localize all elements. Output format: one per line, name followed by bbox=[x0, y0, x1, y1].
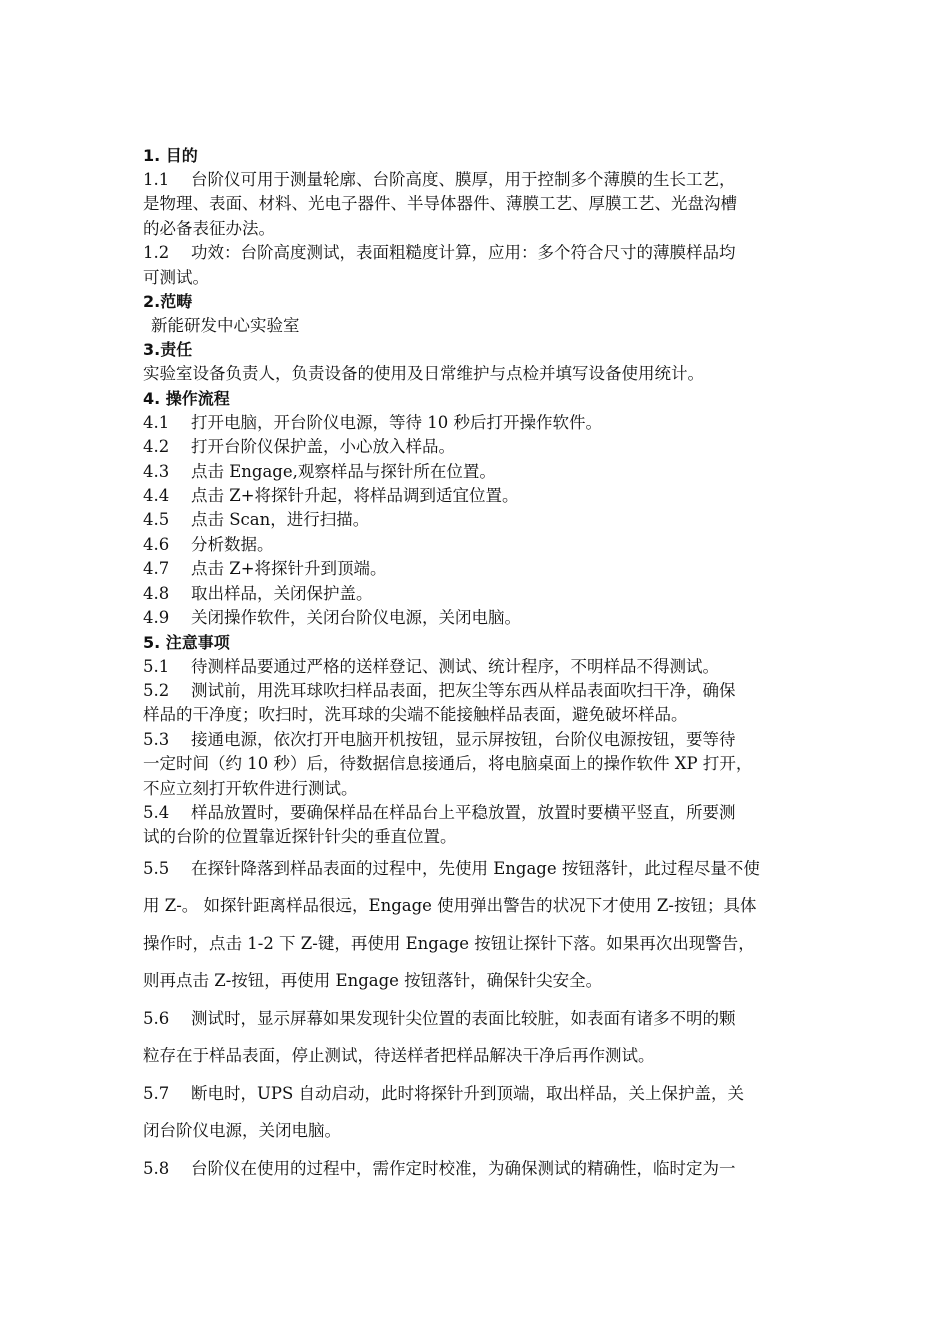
procedure-step: 4.2 打开台阶仪保护盖，小心放入样品。 bbox=[143, 437, 455, 457]
note-5-3 bbox=[143, 728, 839, 801]
note-5-5 bbox=[143, 850, 839, 1000]
text-line: 不应立刻打开软件进行测试。 bbox=[143, 778, 358, 798]
text-line: 一定时间（约 10 秒）后，待数据信息接通后，将电脑桌面上的操作软件 XP 打开， bbox=[143, 754, 753, 774]
text-line: 5.3 接通电源，依次打开电脑开机按钮，显示屏按钮，台阶仪电源按钮，要等待 bbox=[143, 729, 736, 749]
note-5-2 bbox=[143, 679, 839, 728]
note-5-8 bbox=[143, 1150, 839, 1188]
procedure-step: 4.6 分析数据。 bbox=[143, 534, 274, 554]
text-line: 用 Z-。 如探针距离样品很远，Engage 使用弹出警告的状况下才使用 Z-按钮；具体 bbox=[143, 896, 757, 916]
responsibility-text bbox=[143, 362, 839, 386]
text-line: 试的台阶的位置靠近探针针尖的垂直位置。 bbox=[143, 827, 457, 847]
text-line: 5.6 测试时，显示屏幕如果发现针尖位置的表面比较脏，如表面有诸多不明的颗 bbox=[143, 1008, 736, 1028]
text-line: 则再点击 Z-按钮，再使用 Engage 按钮落针，确保针尖安全。 bbox=[143, 971, 603, 991]
text-line: 5.1 待测样品要通过严格的送样登记、测试、统计程序，不明样品不得测试。 bbox=[143, 656, 719, 676]
text-line: 1.2 功效：台阶高度测试，表面粗糙度计算，应用：多个符合尺寸的薄膜样品均 bbox=[143, 243, 736, 263]
text-line: 闭台阶仪电源，关闭电脑。 bbox=[143, 1121, 341, 1141]
text-line: 实验室设备负责人，负责设备的使用及日常维护与点检并填写设备使用统计。 bbox=[143, 364, 704, 384]
section-heading-notes: 5. 注意事项 bbox=[143, 632, 230, 652]
section-heading-responsibility: 3.责任 bbox=[143, 340, 193, 360]
procedure-steps bbox=[143, 411, 839, 631]
text-line: 操作时，点击 1-2 下 Z-键，再使用 Engage 按钮让探针下落。如果再次出现警告， bbox=[143, 933, 755, 953]
text-line: 5.4 样品放置时，要确保样品在样品台上平稳放置，放置时要横平竖直，所要测 bbox=[143, 802, 736, 822]
text-line: 样品的干净度；吹扫时，洗耳球的尖端不能接触样品表面，避免破坏样品。 bbox=[143, 705, 688, 725]
procedure-step: 4.7 点击 Z+将探针升到顶端。 bbox=[143, 559, 387, 579]
text-line: 1.1 台阶仪可用于测量轮廓、台阶高度、膜厚，用于控制多个薄膜的生长工艺， bbox=[143, 170, 736, 189]
text-line: 是物理、表面、材料、光电子器件、半导体器件、薄膜工艺、厚膜工艺、光盘沟槽 bbox=[143, 194, 737, 214]
text-line: 5.8 台阶仪在使用的过程中，需作定时校准，为确保测试的精确性，临时定为一 bbox=[143, 1158, 736, 1178]
section-heading-scope: 2.范畴 bbox=[143, 292, 193, 312]
section-heading-procedure: 4. 操作流程 bbox=[143, 388, 230, 408]
note-5-4 bbox=[143, 801, 839, 850]
scope-text bbox=[143, 314, 839, 338]
text-line: 粒存在于样品表面，停止测试，待送样者把样品解决干净后再作测试。 bbox=[143, 1046, 655, 1066]
section-heading-purpose: 1. 目的 bbox=[143, 146, 198, 165]
text-line: 的必备表征办法。 bbox=[143, 218, 275, 238]
text-line: 5.7 断电时，UPS 自动启动，此时将探针升到顶端，取出样品，关上保护盖，关 bbox=[143, 1083, 745, 1103]
document-page bbox=[143, 144, 839, 1187]
note-5-7 bbox=[143, 1075, 839, 1150]
procedure-step: 4.5 点击 Scan，进行扫描。 bbox=[143, 510, 370, 530]
procedure-step: 4.8 取出样品，关闭保护盖。 bbox=[143, 583, 373, 603]
paragraph-1-1 bbox=[143, 168, 839, 241]
procedure-step: 4.3 点击 Engage,观察样品与探针所在位置。 bbox=[143, 461, 496, 481]
note-5-1 bbox=[143, 655, 839, 679]
procedure-step: 4.1 打开电脑，开台阶仪电源，等待 10 秒后打开操作软件。 bbox=[143, 412, 602, 432]
paragraph-1-2 bbox=[143, 241, 839, 290]
text-line: 新能研发中心实验室 bbox=[151, 316, 300, 336]
procedure-step: 4.4 点击 Z+将探针升起，将样品调到适宜位置。 bbox=[143, 486, 519, 506]
text-line: 5.5 在探针降落到样品表面的过程中，先使用 Engage 按钮落针，此过程尽量不使 bbox=[143, 858, 760, 878]
procedure-step: 4.9 关闭操作软件，关闭台阶仪电源，关闭电脑。 bbox=[143, 608, 521, 628]
text-line: 可测试。 bbox=[143, 267, 209, 287]
note-5-6 bbox=[143, 1000, 839, 1075]
text-line: 5.2 测试前，用洗耳球吹扫样品表面，把灰尘等东西从样品表面吹扫干净，确保 bbox=[143, 680, 736, 700]
